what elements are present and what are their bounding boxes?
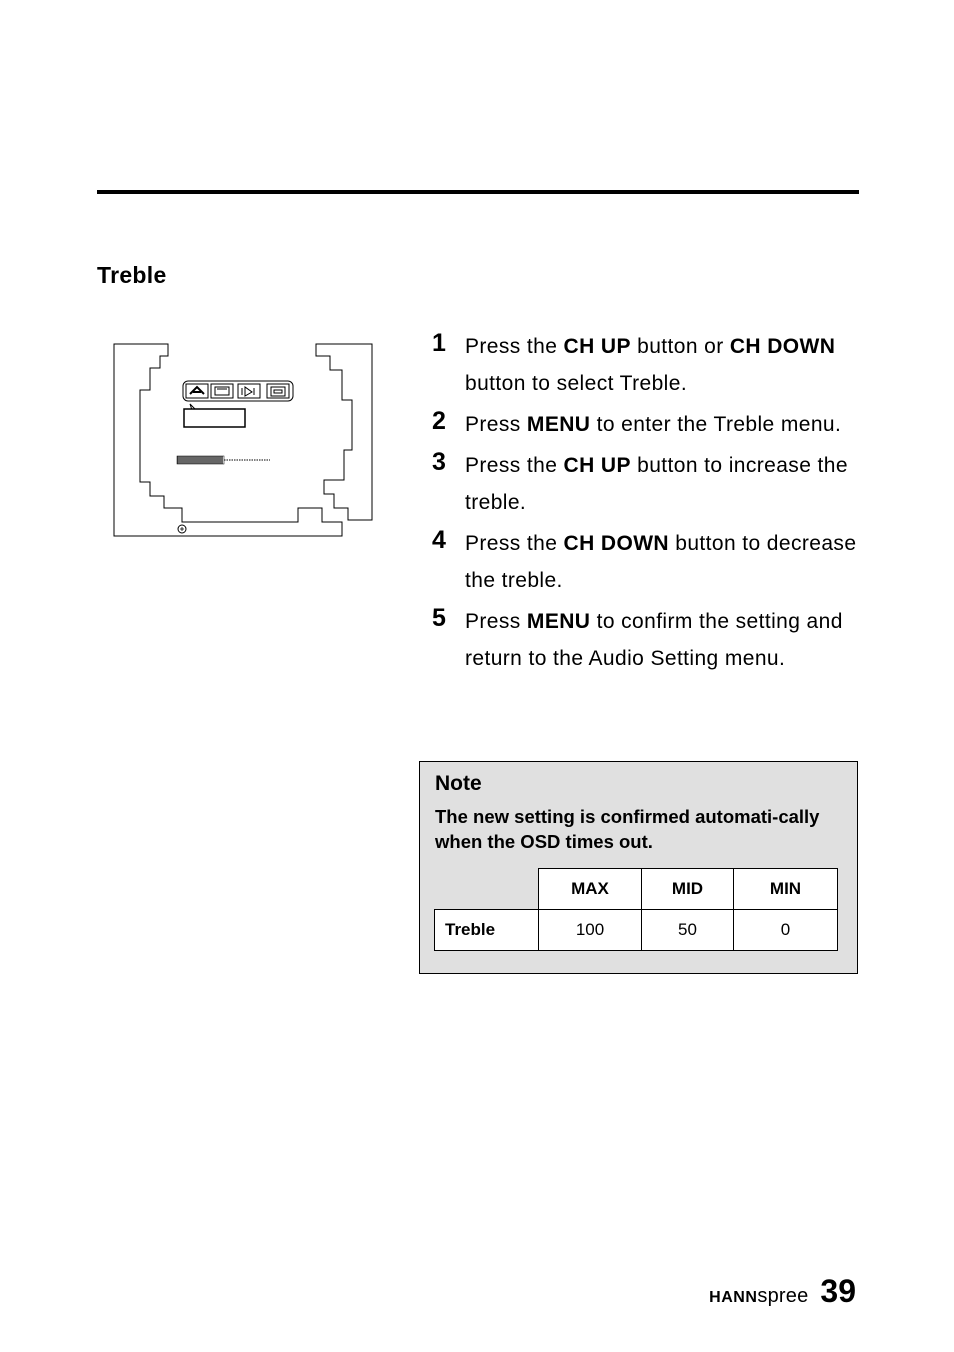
treble-range-table [434,868,838,951]
osd-icon-tabs [183,381,293,401]
step-5: 5 Press MENU to confirm the setting and return to the Audio Setting menu. [430,603,860,677]
step-number: 4 [432,526,447,554]
page-footer [709,1273,856,1313]
osd-frame-left [114,344,342,536]
step-number: 1 [432,329,447,357]
step-2: 2 Press MENU to enter the Treble menu. [430,406,860,443]
step-number: 5 [432,604,447,632]
table-row-label: Treble [435,910,539,951]
step-1: 1 Press the CH UP button or CH DOWN button to select Treble. [430,328,860,402]
table-header-row [435,869,838,910]
table-cell-max: 100 [539,910,642,951]
step-number: 3 [432,448,447,476]
step-number: 2 [432,407,447,435]
osd-label-box [184,409,245,427]
top-rule [97,190,859,194]
table-cell-min: 0 [734,910,838,951]
note-box [419,761,858,974]
osd-level-bar [177,456,270,464]
table-header-max: MAX [539,869,642,910]
note-text: The new setting is confirmed automati-cally when the OSD times out. [435,806,820,852]
table-header-mid: MID [642,869,734,910]
brand-logo: HANNspree [709,1285,809,1307]
osd-frame-right [316,344,372,520]
steps-list [430,328,860,681]
page-number: 39 [820,1273,856,1309]
table-cell-mid: 50 [642,910,734,951]
step-3: 3 Press the CH UP button to increase the treble. [430,447,860,521]
table-row [435,910,838,951]
osd-illustration [110,340,376,540]
table-header-min: MIN [734,869,838,910]
table-corner-cell [435,869,539,910]
osd-exit-icon [178,525,186,533]
step-4: 4 Press the CH DOWN button to decrease the treble. [430,525,860,599]
note-title: Note [435,772,482,795]
section-title: Treble [97,262,167,288]
